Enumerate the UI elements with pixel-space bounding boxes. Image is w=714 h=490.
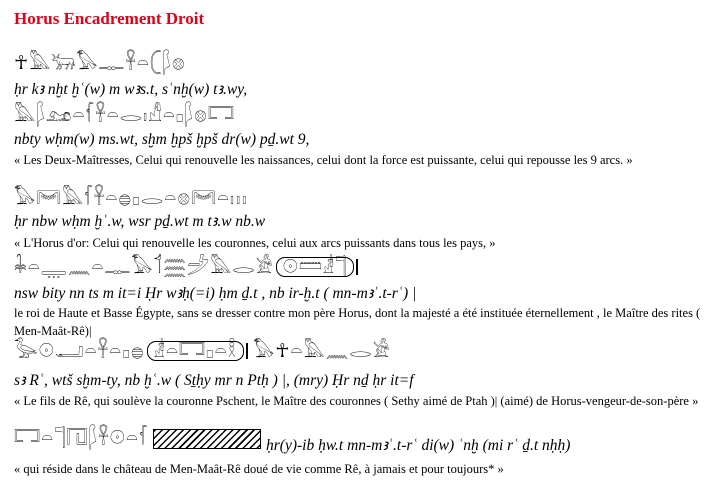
transliteration: nbty wḥm(w) ms.wt, sḫm ḫpš ḫpš dr(w) pḏ.wt 9,	[14, 131, 310, 148]
hatched-lacuna	[153, 429, 261, 449]
cartouche: 𓁦𓏏𓉐𓊪𓏏𓎛	[147, 341, 244, 361]
transliteration: nsw bity nn ts m it=i Ḥr wꜣḥ(=i) ḥm ḏ.t , nb ir-ḫ.t ( mn-mꜣʿ.t-rʿ) |	[14, 285, 417, 302]
translation: « Le fils de Rê, qui soulève la couronne Pschent, le Maître des couronnes ( Sethy aimé de Ptah )| (aimé) de Horus-vengeur-de-son-père »	[14, 394, 699, 408]
translation: « L'Horus d'or: Celui qui renouvelle les couronnes, celui aux arcs puissants dans tous les pays, »	[14, 236, 496, 250]
translation: « qui réside dans le château de Men-Maât-Rê doué de vie comme Rê, à jamais et pour toujours* »	[14, 462, 504, 476]
page-title: Horus Encadrement Droit	[14, 9, 205, 28]
translation: le roi de Haute et Basse Égypte, sans se dresser contre mon père Horus, dont la majesté a été instituée éternellement , le Maître des rites ( Men-Maât-Rê)|	[14, 306, 701, 338]
transliteration: ḥr kꜣ nḫt ḫʿ(w) m wꜣs.t, sʿnḫ(w) tꜣ.wy,	[14, 81, 248, 98]
transliteration: ḥr(y)-ib ḥw.t mn-mꜣʿ.t-rʿ di(w) ʿnḫ (mi rʿ ḏ.t nḥḥ)	[266, 437, 571, 454]
hieroglyph-group: 𓅃☥𓏏𓅓𓈖𓂋𓀀	[253, 340, 391, 362]
hieroglyph-group: 𓉐𓏏𓊹𓉔𓆄𓋹𓇳𓏏𓆳	[14, 427, 149, 449]
translation: « Les Deux-Maîtresses, Celui qui renouvelle les naissances, celui dont la force est puissante, celui qui repousse les 9 arcs. »	[14, 153, 633, 167]
hieroglyph-line: ☥𓅓𓃒𓅃𓊃𓋹𓏏𓍹𓆄𓊖	[14, 52, 186, 74]
hieroglyph-group: 𓅭𓇳𓂝𓏏𓋹𓏏𓊪𓐍	[14, 340, 145, 362]
hieroglyph-line	[14, 427, 261, 449]
cartouche: 𓇳𓏠𓁦𓊹	[276, 257, 354, 277]
hieroglyph-line	[14, 256, 356, 278]
hieroglyph-line: 𓅃𓋞𓅓𓆳𓋹𓏏𓐍𓊪𓂋𓏏𓊖𓋞𓏏𓏥	[14, 187, 248, 209]
hieroglyph-group: 𓇓𓏏𓇾𓈖𓏏𓊃𓅃𓄊𓈗𓌶𓅓𓂋𓀀	[14, 256, 274, 278]
hieroglyph-line	[14, 340, 391, 362]
hieroglyph-line: 𓅓𓆄𓃭𓏏𓆳𓋹𓏏𓂋𓏤𓀭𓏏𓊪𓆄𓊖𓉐	[14, 104, 236, 126]
transliteration: ḥr nbw wḥm ḫʿ.w, wsr pḏ.wt m tꜣ.w nb.w	[14, 213, 266, 230]
transliteration: sꜣ Rʿ, wtš sḫm-ty, nb ḫʿ.w ( Sṯḥy mr n Ptḥ ) |, (mry) Ḥr nḏ ḥr it=f	[14, 372, 414, 389]
